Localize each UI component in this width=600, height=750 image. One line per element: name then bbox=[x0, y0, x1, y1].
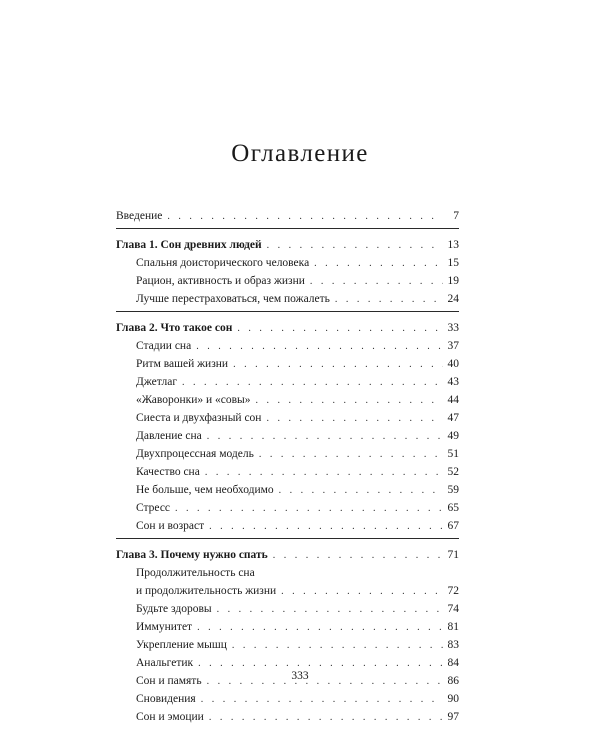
toc-entry-label: Анальгетик bbox=[136, 657, 194, 669]
toc-entry-label: Глава 2. Что такое сон bbox=[116, 322, 233, 334]
toc-entry-page: 24 bbox=[447, 293, 459, 305]
toc-entry-label: Джетлаг bbox=[136, 376, 178, 388]
toc-entry[interactable] bbox=[116, 634, 459, 652]
toc-leader-dots bbox=[209, 521, 443, 533]
toc-leader-dots bbox=[335, 294, 443, 306]
toc-entry[interactable] bbox=[116, 652, 459, 670]
toc-chapter-entry[interactable] bbox=[116, 317, 459, 335]
toc-leader-dots bbox=[198, 658, 443, 670]
toc-entry-label: Спальня доисторического человека bbox=[136, 257, 310, 269]
page-title: Оглавление bbox=[231, 140, 369, 167]
toc-leader-dots bbox=[201, 694, 443, 706]
toc-entry-page: 47 bbox=[447, 412, 459, 424]
toc-entry-page: 67 bbox=[447, 520, 459, 532]
toc-entry[interactable] bbox=[116, 270, 459, 288]
toc-entry[interactable] bbox=[116, 443, 459, 461]
toc-entry[interactable] bbox=[116, 335, 459, 353]
toc-entry-page: 97 bbox=[447, 711, 459, 723]
toc-entry-page: 13 bbox=[447, 239, 459, 251]
toc-entry-page: 71 bbox=[447, 549, 459, 561]
toc-entry-label: Качество сна bbox=[136, 466, 200, 478]
toc-leader-dots bbox=[256, 395, 443, 407]
toc-entry-label: Сновидения bbox=[136, 693, 196, 705]
toc-entry-page: 15 bbox=[447, 257, 459, 269]
toc-entry-label: Лучше перестраховаться, чем пожалеть bbox=[136, 293, 330, 305]
toc-entry[interactable] bbox=[116, 371, 459, 389]
toc-entry-label: Укрепление мышц bbox=[136, 639, 227, 651]
section-divider bbox=[116, 311, 459, 312]
toc-entry[interactable] bbox=[116, 461, 459, 479]
toc-entry-label: Не больше, чем необходимо bbox=[136, 484, 274, 496]
toc-leader-dots bbox=[266, 413, 443, 425]
toc-entry-page: 51 bbox=[447, 448, 459, 460]
toc-entry-page: 33 bbox=[447, 322, 459, 334]
toc-entry-page: 86 bbox=[447, 675, 459, 687]
toc-entry-label: Сон и эмоции bbox=[136, 711, 204, 723]
toc-entry-page: 81 bbox=[447, 621, 459, 633]
toc-leader-dots bbox=[281, 586, 443, 598]
toc-entry-page: 7 bbox=[453, 210, 459, 222]
toc-entry-page: 84 bbox=[447, 657, 459, 669]
page-number: 333 bbox=[291, 670, 309, 682]
toc-entry[interactable] bbox=[116, 407, 459, 425]
toc-leader-dots bbox=[209, 712, 443, 724]
toc-leader-dots bbox=[167, 211, 443, 223]
toc-leader-dots bbox=[205, 467, 443, 479]
toc-entry-label: Сон и возраст bbox=[136, 520, 205, 532]
toc-leader-dots bbox=[259, 449, 443, 461]
toc-entry[interactable] bbox=[116, 706, 459, 724]
toc-entry[interactable] bbox=[116, 479, 459, 497]
toc-leader-dots bbox=[279, 485, 443, 497]
toc-entry-label: Сон и память bbox=[136, 675, 202, 687]
toc-leader-dots bbox=[233, 359, 443, 371]
toc-entry-label: Будьте здоровы bbox=[136, 603, 212, 615]
toc-entry-label: Стадии сна bbox=[136, 340, 192, 352]
toc-leader-dots bbox=[197, 622, 443, 634]
toc-entry-page: 72 bbox=[447, 585, 459, 597]
toc-leader-dots bbox=[217, 604, 443, 616]
toc-entry[interactable] bbox=[116, 580, 459, 598]
toc-leader-dots bbox=[196, 341, 443, 353]
toc-entry-label: Продолжительность сна bbox=[136, 567, 255, 579]
toc-entry-label: «Жаворонки» и «совы» bbox=[136, 394, 251, 406]
toc-entry-page: 83 bbox=[447, 639, 459, 651]
toc-entry-page: 52 bbox=[447, 466, 459, 478]
toc-entry-label: Двухпроцессная модель bbox=[136, 448, 254, 460]
toc-entry[interactable] bbox=[116, 252, 459, 270]
toc-entry-label: Стресс bbox=[136, 502, 171, 514]
toc-entry[interactable] bbox=[116, 205, 459, 223]
section-divider bbox=[116, 228, 459, 229]
toc-chapter-entry[interactable] bbox=[116, 234, 459, 252]
toc-chapter-entry[interactable] bbox=[116, 544, 459, 562]
toc-entry[interactable] bbox=[116, 288, 459, 306]
toc-entry-page: 90 bbox=[447, 693, 459, 705]
toc-entry-page: 65 bbox=[447, 502, 459, 514]
toc-entry-page: 40 bbox=[447, 358, 459, 370]
toc-leader-dots bbox=[267, 240, 443, 252]
toc-entry[interactable] bbox=[116, 353, 459, 371]
toc-entry-label: Иммунитет bbox=[136, 621, 193, 633]
toc-entry-label: Рацион, активность и образ жизни bbox=[136, 275, 305, 287]
toc-entry-page: 43 bbox=[447, 376, 459, 388]
toc-entry-label: Давление сна bbox=[136, 430, 202, 442]
toc-entry-label: Сиеста и двухфазный сон bbox=[136, 412, 262, 424]
toc-entry-label: Глава 3. Почему нужно спать bbox=[116, 549, 268, 561]
toc-entry[interactable] bbox=[116, 562, 459, 580]
toc-entry[interactable] bbox=[116, 515, 459, 533]
toc-leader-dots bbox=[175, 503, 443, 515]
toc-entry-label: Ритм вашей жизни bbox=[136, 358, 229, 370]
toc-entry-page: 37 bbox=[447, 340, 459, 352]
toc-entry[interactable] bbox=[116, 616, 459, 634]
toc-entry[interactable] bbox=[116, 598, 459, 616]
toc-entry-page: 59 bbox=[447, 484, 459, 496]
toc-entry[interactable] bbox=[116, 425, 459, 443]
toc-entry-page: 49 bbox=[447, 430, 459, 442]
toc-entry-page: 74 bbox=[447, 603, 459, 615]
toc-entry[interactable] bbox=[116, 497, 459, 515]
toc-leader-dots bbox=[314, 258, 443, 270]
toc-entry[interactable] bbox=[116, 389, 459, 407]
toc-entry-page: 44 bbox=[447, 394, 459, 406]
section-divider bbox=[116, 538, 459, 539]
table-of-contents bbox=[116, 205, 459, 724]
toc-leader-dots bbox=[273, 550, 443, 562]
toc-leader-dots bbox=[182, 377, 443, 389]
toc-leader-dots bbox=[237, 323, 443, 335]
toc-entry[interactable] bbox=[116, 688, 459, 706]
toc-entry-label: Глава 1. Сон древних людей bbox=[116, 239, 262, 251]
toc-leader-dots bbox=[232, 640, 443, 652]
toc-entry-label: Введение bbox=[116, 210, 163, 222]
toc-leader-dots bbox=[310, 276, 443, 288]
toc-leader-dots bbox=[207, 431, 443, 443]
toc-entry-label: и продолжительность жизни bbox=[136, 585, 277, 597]
toc-entry-page: 19 bbox=[447, 275, 459, 287]
